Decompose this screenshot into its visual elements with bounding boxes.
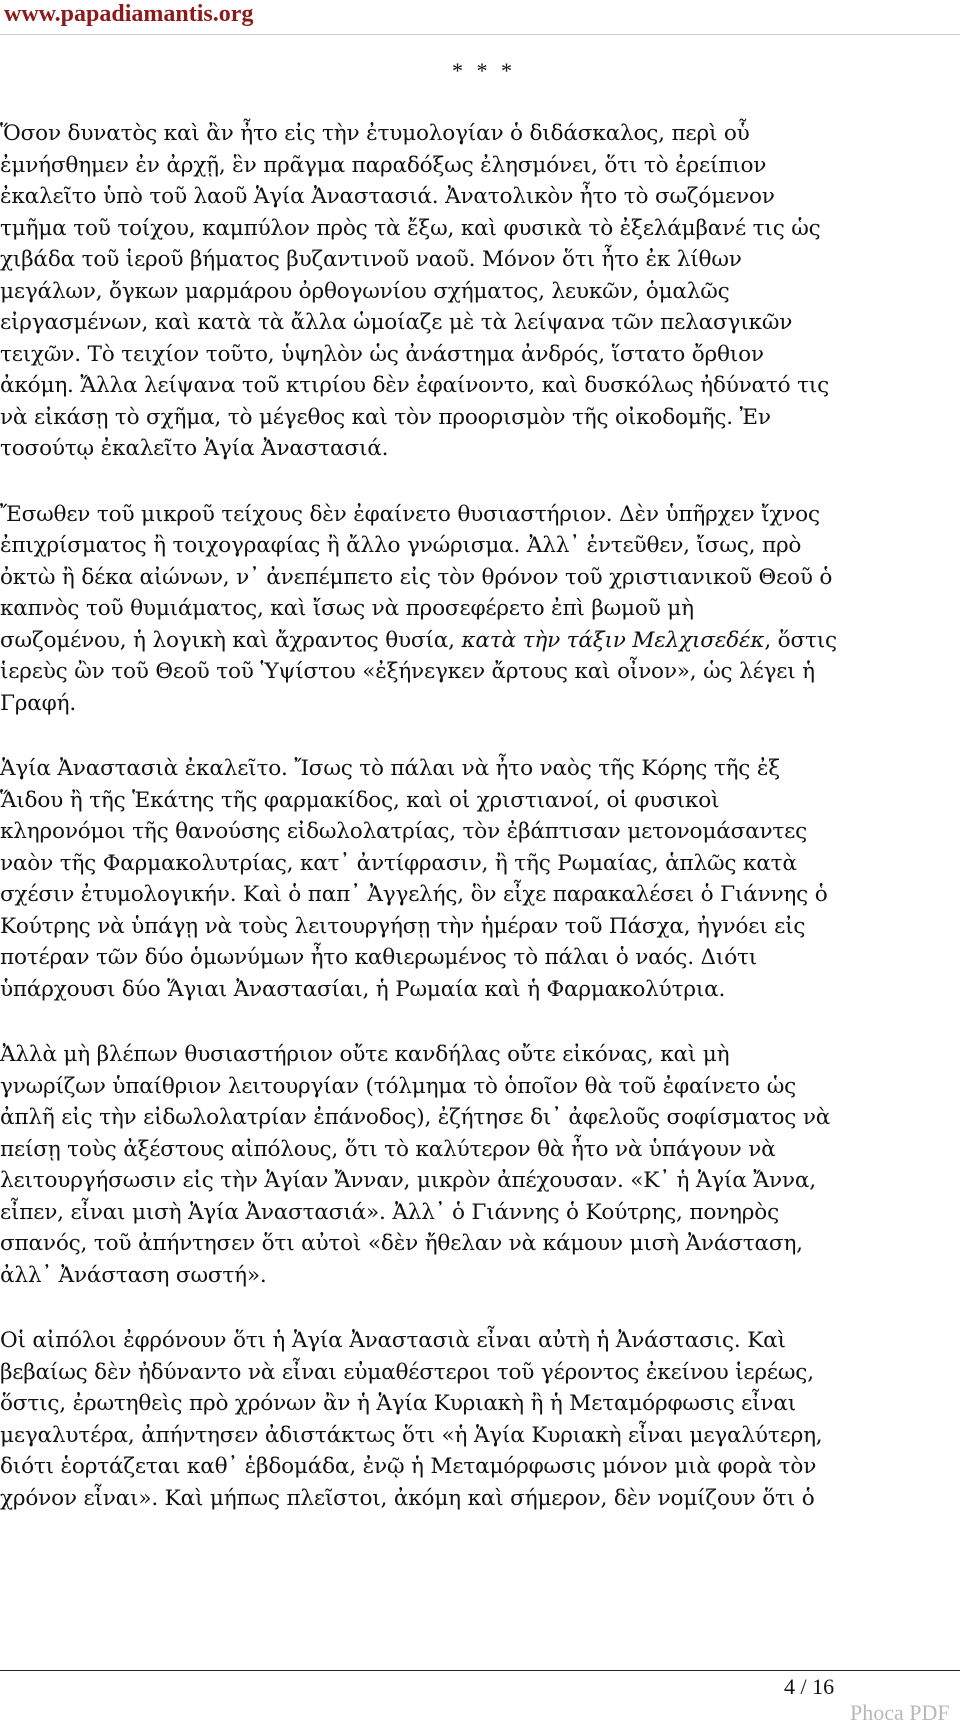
text-segment: σωζομένου, ἡ λογικὴ καὶ ἄχραντος θυσία, — [0, 627, 462, 653]
page-number: 4 / 16 — [784, 1674, 835, 1699]
text-line: τοσούτῳ ἐκαλεῖτο Ἁγία Ἀναστασιά. — [0, 436, 389, 461]
text-segment: , ὅστις — [764, 627, 837, 653]
text-line: τειχῶν. Τὸ τειχίον τοῦτο, ὑψηλὸν ὡς ἀνάστημα ἀνδρός, ἵστατο ὄρθιον — [0, 341, 764, 367]
text-line: γνωρίζων ὑπαίθριον λειτουργίαν (τόλμημα τὸ ὁποῖον θὰ τοῦ ἐφαίνετο ὡς — [0, 1073, 797, 1099]
text-line: ποτέραν τῶν δύο ὁμωνύμων ἦτο καθιερωμένος τὸ πάλαι ὁ ναός. Διότι — [0, 945, 758, 970]
paragraph-2 — [0, 499, 920, 720]
text-line: Γραφή. — [0, 690, 76, 716]
paragraph-3 — [0, 753, 920, 1005]
text-line: ναὸν τῆς Φαρμακολυτρίας, κατ᾽ ἀντίφρασιν, ἢ τῆς Ρωμαίας, ἁπλῶς κατὰ — [0, 850, 797, 876]
text-line: τμῆμα τοῦ τοίχου, καμπύλον πρὸς τὰ ἔξω, καὶ φυσικὰ τὸ ἐξελάμβανέ τις ὡς — [0, 215, 821, 241]
text-line: ὅστις, ἐρωτηθεὶς πρὸ χρόνων ἂν ἡ Ἁγία Κυριακὴ ἢ ἡ Μεταμόρφωσις εἶναι — [0, 1391, 796, 1416]
text-line: ἐμνήσθημεν ἐν ἀρχῇ, ἓν πρᾶγμα παραδόξως ἐλησμόνει, ὅτι τὸ ἐρείπιον — [0, 152, 767, 178]
text-line: εἶπεν, εἶναι μισὴ Ἁγία Ἀναστασιά». Ἀλλ᾽ ὁ Γιάννης ὁ Κούτρης, πονηρὸς — [0, 1199, 779, 1225]
text-line: ἐπιχρίσματος ἢ τοιχογραφίας ἢ ἄλλο γνώρισμα. Ἀλλ᾽ ἐντεῦθεν, ἴσως, πρὸ — [0, 533, 802, 558]
section-ornament: * * * — [452, 58, 516, 83]
article-body — [0, 118, 920, 1548]
site-url-link[interactable]: www.papadiamantis.org — [4, 1, 254, 27]
text-line: ἱερεὺς ὢν τοῦ Θεοῦ τοῦ Ὑψίστου «ἐξήνεγκεν ἄρτους καὶ οἶνον», ὡς λέγει ἡ — [0, 659, 815, 684]
text-line: χρόνον εἶναι». Καὶ μήπως πλεῖστοι, ἀκόμη καὶ σήμερον, δὲν νομίζουν ὅτι ὁ — [0, 1485, 815, 1511]
text-line: μεγαλυτέρα, ἀπήντησεν ἀδιστάκτως ὅτι «ἡ Ἁγία Κυριακὴ εἶναι μεγαλύτερη, — [0, 1422, 823, 1448]
text-line: χιβάδα τοῦ ἱεροῦ βήματος βυζαντινοῦ ναοῦ. Μόνον ὅτι ἦτο ἐκ λίθων — [0, 247, 742, 272]
paragraph-5 — [0, 1325, 920, 1514]
text-line: ἀλλ᾽ Ἀνάσταση σωστή». — [0, 1262, 267, 1288]
text-line: ὑπάρχουσι δύο Ἅγιαι Ἀναστασίαι, ἡ Ρωμαία καὶ ἡ Φαρμακολύτρια. — [0, 976, 726, 1002]
text-line: νὰ εἰκάσῃ τὸ σχῆμα, τὸ μέγεθος καὶ τὸν προορισμὸν τῆς οἰκοδομῆς. Ἐν — [0, 404, 771, 430]
text-line: διότι ἑορτάζεται καθ᾽ ἑβδομάδα, ἐνῷ ἡ Μεταμόρφωσις μόνον μιὰ φορὰ τὸν — [0, 1454, 817, 1479]
text-line: Ἅιδου ἢ τῆς Ἑκάτης τῆς φαρμακίδος, καὶ οἱ χριστιανοί, οἱ φυσικοὶ — [0, 787, 720, 813]
text-line: Ἁγία Ἀναστασιὰ ἐκαλεῖτο. Ἴσως τὸ πάλαι νὰ ἦτο ναὸς τῆς Κόρης τῆς ἐξ — [0, 756, 780, 781]
text-line — [0, 625, 920, 657]
text-line: ἐκαλεῖτο ὑπὸ τοῦ λαοῦ Ἁγία Ἀναστασιά. Ἀνατολικὸν ἦτο τὸ σωζόμενον — [0, 184, 775, 209]
text-line: Κούτρης νὰ ὑπάγῃ νὰ τοὺς λειτουργήσῃ τὴν ἡμέραν τοῦ Πάσχα, ἠγνόει εἰς — [0, 913, 806, 939]
italic-quote: κατὰ τὴν τάξιν Μελχισεδέκ — [461, 627, 765, 653]
paragraph-4 — [0, 1039, 920, 1291]
text-line: λειτουργήσωσιν εἰς τὴν Ἁγίαν Ἄνναν, μικρὸν ἀπέχουσαν. «Κ᾽ ἡ Ἁγία Ἄννα, — [0, 1168, 816, 1193]
text-line: βεβαίως δὲν ἠδύναντο νὰ εἶναι εὐμαθέστεροι τοῦ γέροντος ἐκείνου ἱερέως, — [0, 1359, 814, 1385]
text-line: σχέσιν ἐτυμολογικήν. Καὶ ὁ παπ᾽ Ἀγγελής, ὃν εἶχε παρακαλέσει ὁ Γιάννης ὁ — [0, 882, 828, 907]
text-line: ἀπλῆ εἰς τὴν εἰδωλολατρίαν ἐπάνοδος), ἐζήτησε δι᾽ ἀφελοῦς σοφίσματος νὰ — [0, 1105, 831, 1130]
text-line: κληρονόμοι τῆς θανούσης εἰδωλολατρίας, τὸν ἐβάπτισαν μετονομάσαντες — [0, 819, 808, 844]
paragraph-1 — [0, 118, 920, 465]
generator-watermark: Phoca PDF — [850, 1700, 950, 1725]
text-line: πείσῃ τοὺς ἀξέστους αἰπόλους, ὅτι τὸ καλύτερον θὰ ἦτο νὰ ὑπάγουν νὰ — [0, 1136, 776, 1162]
text-line: μεγάλων, ὄγκων μαρμάρου ὀρθογωνίου σχήματος, λευκῶν, ὁμαλῶς — [0, 278, 730, 304]
text-line: εἰργασμένων, καὶ κατὰ τὰ ἄλλα ὡμοίαζε μὲ τὰ λείψανα τῶν πελασγικῶν — [0, 310, 793, 335]
header-divider — [0, 34, 960, 35]
text-line: Ἀλλὰ μὴ βλέπων θυσιαστήριον οὔτε κανδήλας οὔτε εἰκόνας, καὶ μὴ — [0, 1042, 730, 1067]
text-line: Οἱ αἰπόλοι ἐφρόνουν ὅτι ἡ Ἁγία Ἀναστασιὰ εἶναι αὐτὴ ἡ Ἀνάστασις. Καὶ — [0, 1328, 786, 1353]
footer-divider — [0, 1670, 960, 1671]
text-line: Ὅσον δυνατὸς καὶ ἂν ἦτο εἰς τὴν ἐτυμολογίαν ὁ διδάσκαλος, περὶ οὗ — [0, 121, 750, 146]
text-line: ἀκόμη. Ἄλλα λείψανα τοῦ κτιρίου δὲν ἐφαίνοντο, καὶ δυσκόλως ἠδύνατό τις — [0, 373, 830, 398]
text-line: Ἔσωθεν τοῦ μικροῦ τείχους δὲν ἐφαίνετο θυσιαστήριον. Δὲν ὑπῆρχεν ἴχνος — [0, 501, 820, 527]
text-line: σπανός, τοῦ ἀπήντησεν ὅτι αὐτοὶ «δὲν ἤθελαν νὰ κάμουν μισὴ Ἀνάσταση, — [0, 1231, 803, 1256]
text-line: ὀκτὼ ἢ δέκα αἰώνων, ν᾽ ἀνεπέμπετο εἰς τὸν θρόνον τοῦ χριστιανικοῦ Θεοῦ ὁ — [0, 564, 833, 590]
text-line: καπνὸς τοῦ θυμιάματος, καὶ ἴσως νὰ προσεφέρετο ἐπὶ βωμοῦ μὴ — [0, 596, 694, 621]
